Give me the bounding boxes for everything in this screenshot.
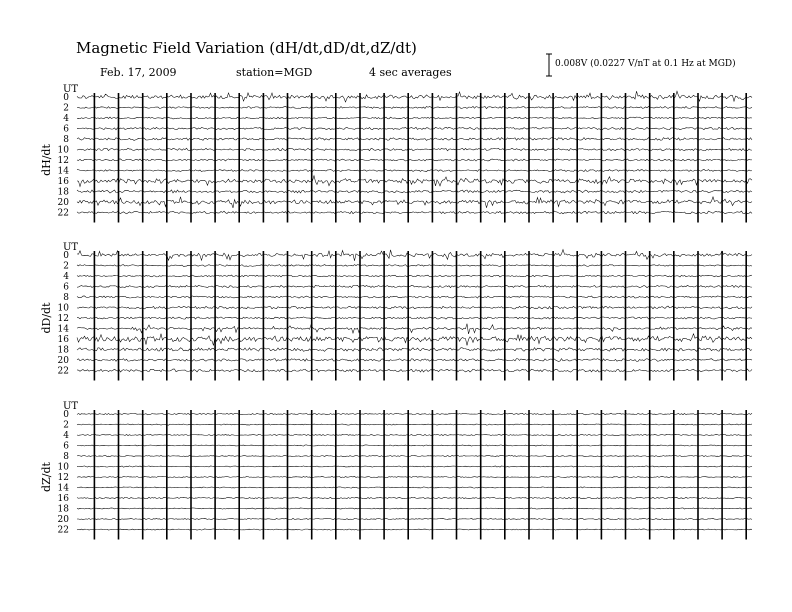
hour-tick-label: 14 xyxy=(57,483,69,494)
trace-row xyxy=(77,466,752,467)
trace-row xyxy=(77,334,752,346)
hour-tick-label: 22 xyxy=(57,208,69,219)
panel-ylabel: dH/dt xyxy=(40,144,53,176)
hour-tick-label: 12 xyxy=(57,314,69,324)
hour-tick-label: 10 xyxy=(57,145,69,156)
trace-row xyxy=(77,413,752,415)
trace-row xyxy=(77,445,752,446)
hour-tick-label: 6 xyxy=(63,282,69,293)
hour-tick-label: 20 xyxy=(57,356,69,366)
trace-row xyxy=(77,249,752,260)
trace-row xyxy=(77,487,752,488)
chart-title: Magnetic Field Variation (dH/dt,dD/dt,dZ/dt) xyxy=(76,39,417,57)
hour-tick-label: 8 xyxy=(63,293,69,303)
trace-row xyxy=(77,190,752,193)
trace-row xyxy=(77,148,752,151)
trace-row xyxy=(77,359,752,362)
hour-tick-label: 14 xyxy=(57,324,69,335)
trace-row xyxy=(77,117,752,119)
trace-row xyxy=(77,91,752,102)
panel-ylabel: dZ/dt xyxy=(40,462,53,492)
hour-tick-label: 0 xyxy=(63,93,69,103)
trace-row xyxy=(77,476,752,477)
hour-tick-label: 4 xyxy=(63,114,69,124)
hour-tick-label: 20 xyxy=(57,515,69,525)
trace-row xyxy=(77,296,752,298)
trace-row xyxy=(77,508,752,509)
hour-tick-label: 8 xyxy=(63,135,69,145)
trace-row xyxy=(77,324,752,334)
hour-tick-label: 0 xyxy=(63,410,69,420)
hour-tick-label: 16 xyxy=(57,177,69,187)
date-label: Feb. 17, 2009 xyxy=(100,66,177,79)
panel-dZ-dt xyxy=(40,401,752,540)
hour-tick-label: 22 xyxy=(57,525,69,536)
hour-tick-label: 18 xyxy=(57,345,69,356)
trace-row xyxy=(77,127,752,129)
trace-row xyxy=(77,176,752,187)
trace-row xyxy=(77,169,752,171)
hour-tick-label: 8 xyxy=(63,452,69,462)
trace-row xyxy=(77,529,752,530)
hour-tick-label: 2 xyxy=(63,103,69,114)
trace-row xyxy=(77,197,752,208)
hour-tick-label: 2 xyxy=(63,420,69,431)
hour-tick-label: 10 xyxy=(57,303,69,314)
ut-label: UT xyxy=(63,401,79,412)
ut-label: UT xyxy=(63,84,79,95)
hour-tick-label: 4 xyxy=(63,431,69,441)
trace-row xyxy=(77,518,752,519)
trace-row xyxy=(77,106,752,108)
hour-tick-label: 6 xyxy=(63,441,69,452)
hour-tick-label: 4 xyxy=(63,272,69,282)
ut-label: UT xyxy=(63,242,79,253)
hour-tick-label: 16 xyxy=(57,335,69,345)
trace-row xyxy=(77,497,752,499)
panel-dD-dt xyxy=(40,242,752,381)
hour-tick-label: 2 xyxy=(63,261,69,272)
hour-tick-label: 14 xyxy=(57,166,69,177)
hour-tick-label: 20 xyxy=(57,198,69,208)
panel-ylabel: dD/dt xyxy=(40,302,53,334)
trace-row xyxy=(77,138,752,141)
trace-row xyxy=(77,455,752,456)
hour-tick-label: 22 xyxy=(57,366,69,377)
trace-row xyxy=(77,369,752,372)
hour-tick-label: 10 xyxy=(57,462,69,473)
trace-row xyxy=(77,265,752,267)
hour-tick-label: 18 xyxy=(57,187,69,198)
hour-tick-label: 6 xyxy=(63,124,69,135)
trace-row xyxy=(77,317,752,319)
trace-row xyxy=(77,211,752,214)
panel-dH-dt xyxy=(40,84,752,223)
hour-tick-label: 0 xyxy=(63,251,69,261)
trace-row xyxy=(77,159,752,161)
trace-row xyxy=(77,285,752,287)
trace-row xyxy=(77,275,752,277)
trace-row xyxy=(77,306,752,309)
averaging-label: 4 sec averages xyxy=(369,66,452,79)
hour-tick-label: 12 xyxy=(57,156,69,166)
hour-tick-label: 16 xyxy=(57,494,69,504)
scale-label: 0.008V (0.0227 V/nT at 0.1 Hz at MGD) xyxy=(555,59,736,69)
hour-tick-label: 18 xyxy=(57,504,69,515)
trace-row xyxy=(77,424,752,425)
hour-tick-label: 12 xyxy=(57,473,69,483)
trace-row xyxy=(77,348,752,352)
trace-row xyxy=(77,434,752,435)
station-label: station=MGD xyxy=(236,66,313,79)
